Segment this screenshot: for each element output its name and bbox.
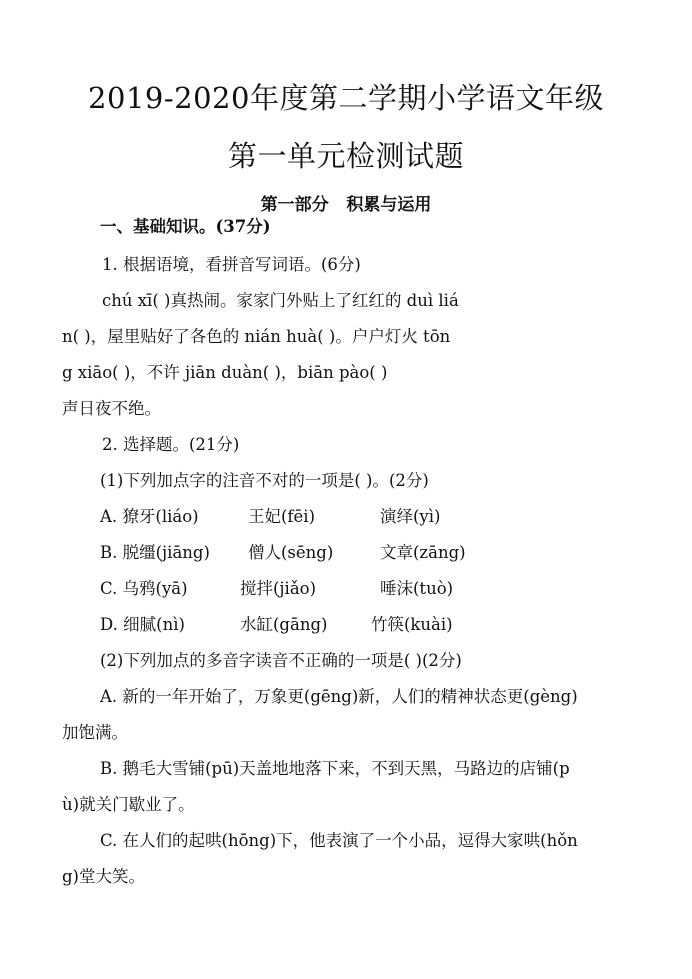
option-word: A. 獠牙(liáo) bbox=[100, 507, 199, 526]
option-word: 搅拌(jiǎo) bbox=[240, 579, 317, 598]
question-1-heading: 1. 根据语境，看拼音写词语。(6分) bbox=[102, 255, 361, 274]
title-line-1: 2019-2020年度第二学期小学语文年级 bbox=[88, 81, 604, 115]
question-1-line: 声日夜不绝。 bbox=[62, 399, 161, 418]
option-c bbox=[100, 578, 453, 600]
question-1-line: chú xī( )真热闹。家家门外贴上了红红的 duì liá bbox=[102, 291, 459, 310]
option-word: 唾沫(tuò) bbox=[380, 579, 454, 598]
question-2-2-line: 加饱满。 bbox=[62, 723, 128, 742]
option-word: D. 细腻(nì) bbox=[100, 615, 185, 634]
title-line-2: 第一单元检测试题 bbox=[227, 139, 464, 173]
option-a bbox=[100, 506, 440, 528]
option-word: 王妃(fēi) bbox=[248, 507, 316, 526]
option-word: 竹筷(kuài) bbox=[371, 615, 453, 634]
question-1-line: g xiāo( )，不许 jiān duàn( )，biān pào( ) bbox=[62, 363, 388, 382]
question-1-line: n( )，屋里贴好了各色的 nián huà( )。户户灯火 tōn bbox=[62, 327, 451, 346]
option-word: 僧人(sēng) bbox=[248, 543, 334, 562]
question-2-2: (2)下列加点的多音字读音不正确的一项是( )(2分) bbox=[100, 651, 462, 670]
question-2-heading: 2. 选择题。(21分) bbox=[102, 435, 240, 454]
option-word: C. 乌鸦(yā) bbox=[100, 579, 188, 598]
option-word: 文章(zāng) bbox=[380, 543, 466, 562]
question-2-2-line: C. 在人们的起哄(hōng)下，他表演了一个小品，逗得大家哄(hǒn bbox=[100, 831, 578, 850]
question-2-1: (1)下列加点字的注音不对的一项是( )。(2分) bbox=[100, 471, 429, 490]
option-word: 演绎(yì) bbox=[380, 507, 441, 526]
option-b bbox=[100, 542, 466, 564]
option-d bbox=[100, 614, 453, 636]
part-heading: 第一部分 积累与运用 bbox=[260, 195, 432, 215]
option-word: B. 脱缰(jiāng) bbox=[100, 543, 210, 562]
section-heading: 一、基础知识。(37分) bbox=[100, 217, 271, 236]
question-2-2-line: ù)就关门歇业了。 bbox=[62, 795, 195, 814]
question-2-2-line: A. 新的一年开始了，万象更(gēng)新，人们的精神状态更(gèng) bbox=[100, 687, 578, 706]
option-word: 水缸(gāng) bbox=[240, 615, 328, 634]
question-2-2-line: g)堂大笑。 bbox=[62, 867, 145, 886]
question-2-2-line: B. 鹅毛大雪铺(pū)天盖地地落下来，不到天黑，马路边的店铺(p bbox=[100, 759, 570, 778]
